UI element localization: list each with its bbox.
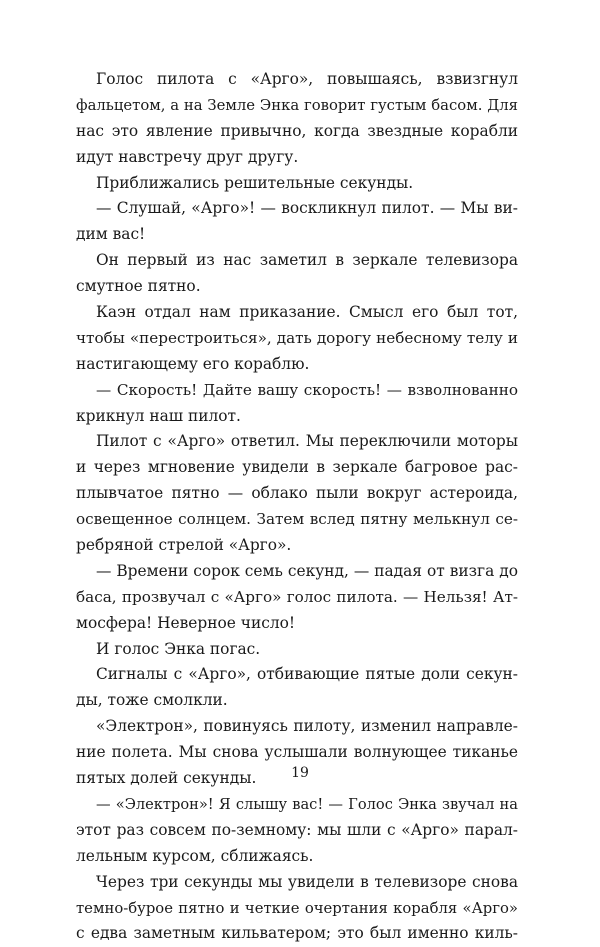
text-line: освещенное солнцем. Затем вслед пятну мелькнул се- [76,510,518,529]
text-line: лельным курсом, сближаясь. [76,846,314,865]
text-line: мосфера! Неверное число! [76,613,296,632]
text-line: — Скорость! Дайте вашу скорость! — взволнованно [96,380,518,399]
text-line: и через мгновение увидели в зеркале багровое рас- [76,458,518,477]
text-line: ребряной стрелой «Арго». [76,536,292,555]
text-line: фальцетом, а на Земле Энка говорит густым басом. Для [76,96,518,114]
text-line: идут навстречу друг другу. [76,147,299,166]
text-line: настигающему его кораблю. [76,354,310,373]
text-line: смутное пятно. [76,277,201,296]
text-line: — «Электрон»! Я слышу вас! — Голос Энка звучал на [96,795,518,813]
text-line: И голос Энка погас. [96,639,261,658]
text-line: «Электрон», повинуясь пилоту, изменил направле- [96,717,518,736]
text-line: — Времени сорок семь секунд, — падая от визга до [96,561,518,580]
text-line: нас это явление привычно, когда звездные корабли [76,121,518,140]
text-line: ние полета. Мы снова услышали волнующее тиканье [76,743,518,762]
text-line: Сигналы с «Арго», отбивающие пятые доли секун- [96,665,518,684]
body-text [76,67,518,947]
text-line: Каэн отдал нам приказание. Смысл его был тот, [96,303,518,322]
text-line: чтобы «перестроиться», дать дорогу небесному телу и [76,328,518,347]
text-line: плывчатое пятно — облако пыли вокруг астероида, [76,484,518,503]
text-line: крикнул наш пилот. [76,406,241,425]
text-line: Он первый из нас заметил в зеркале телевизора [96,251,518,270]
text-line: пятых долей секунды. [76,769,257,788]
text-line: Приближались решительные секунды. [96,173,414,192]
text-line: этот раз совсем по-земному: мы шли с «Арго» парал- [76,820,518,839]
text-line: ды, тоже смолкли. [76,691,228,710]
text-line: темно-бурое пятно и четкие очертания корабля «Арго» [76,899,518,917]
text-line: Через три секунды мы увидели в телевизоре снова [96,872,518,891]
page-number: 19 [291,765,309,781]
text-line: с едва заметным кильватером; это был именно киль- [76,924,518,943]
text-line: Голос пилота с «Арго», повышаясь, взвизгнул [96,70,518,88]
text-line: Пилот с «Арго» ответил. Мы переключили моторы [96,432,518,451]
text-line: — Слушай, «Арго»! — воскликнул пилот. — Мы ви- [96,199,518,218]
text-line: баса, прозвучал с «Арго» голос пилота. — Нельзя! Ат- [76,587,518,606]
text-line: дим вас! [76,225,146,244]
